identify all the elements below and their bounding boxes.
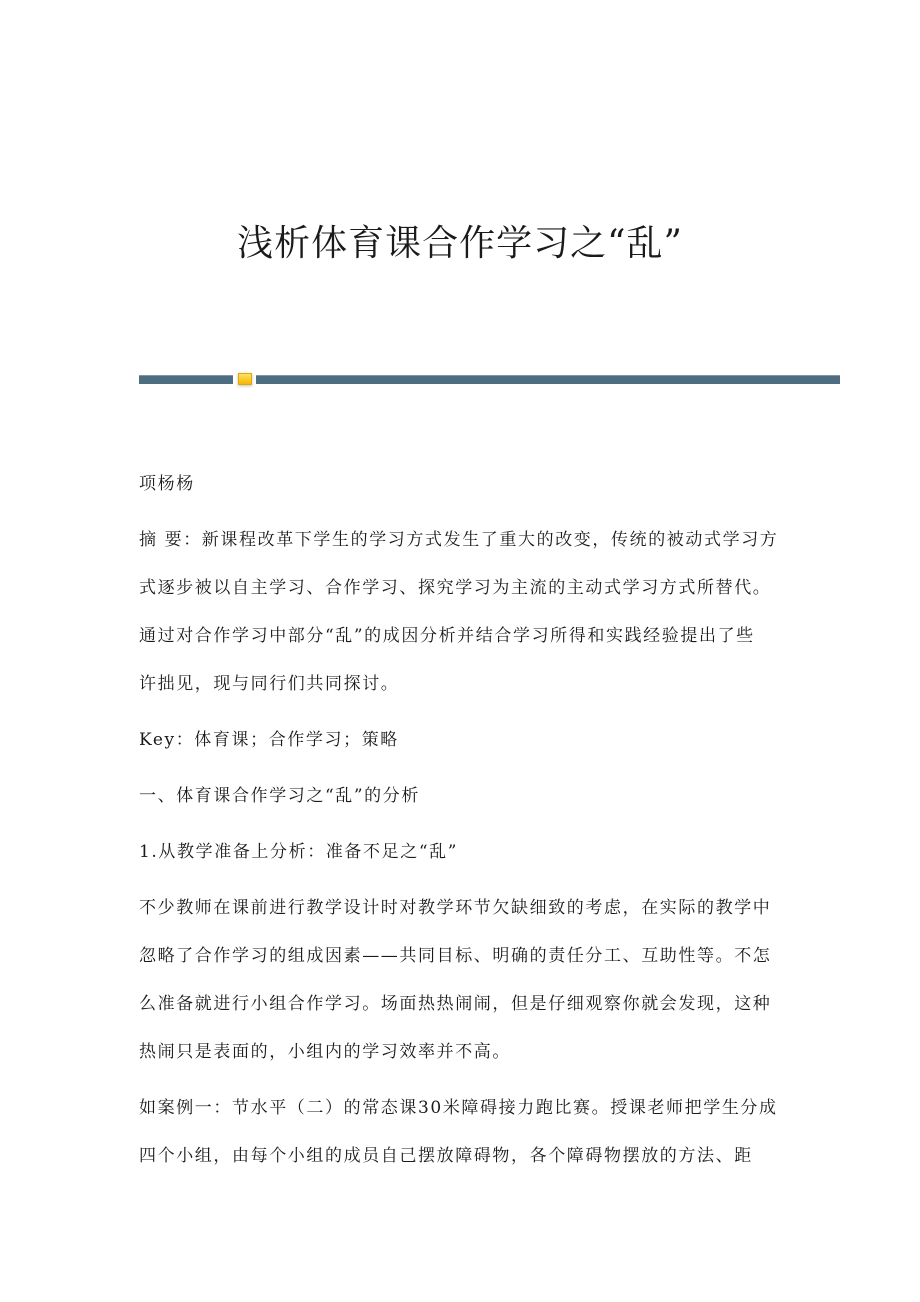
- title-divider-right: [256, 375, 840, 384]
- paragraph-line: 四个小组，由每个小组的成员自己摆放障碍物，各个障碍物摆放的方法、距: [139, 1146, 753, 1166]
- subsection-heading: 1.从教学准备上分析：准备不足之“乱”: [139, 842, 459, 862]
- paragraph-line: 热闹只是表面的，小组内的学习效率并不高。: [139, 1042, 511, 1062]
- title-divider-left: [139, 375, 233, 384]
- abstract-line: 通过对合作学习中部分“乱”的成因分析并结合学习所得和实践经验提出了些: [139, 626, 755, 646]
- divider-ornament-icon: [238, 373, 252, 385]
- paragraph-line: 么准备就进行小组合作学习。场面热热闹闹，但是仔细观察你就会发现，这种: [139, 994, 772, 1014]
- paragraph-line: 忽略了合作学习的组成因素——共同目标、明确的责任分工、互助性等。不怎: [139, 946, 772, 966]
- abstract-line: 许拙见，现与同行们共同探讨。: [139, 674, 400, 694]
- abstract-line: 摘 要：新课程改革下学生的学习方式发生了重大的改变，传统的被动式学习方: [139, 530, 779, 550]
- section-heading: 一、体育课合作学习之“乱”的分析: [139, 786, 420, 806]
- paragraph-line: 不少教师在课前进行教学设计时对教学环节欠缺细致的考虑，在实际的教学中: [139, 898, 772, 918]
- keywords: Key：体育课；合作学习；策略: [139, 730, 399, 750]
- abstract-line: 式逐步被以自主学习、合作学习、探究学习为主流的主动式学习方式所替代。: [139, 578, 772, 598]
- paragraph-line: 如案例一：节水平（二）的常态课30米障碍接力跑比赛。授课老师把学生分成: [139, 1098, 778, 1118]
- document-title: 浅析体育课合作学习之“乱”: [237, 223, 683, 264]
- author: 项杨杨: [139, 474, 195, 494]
